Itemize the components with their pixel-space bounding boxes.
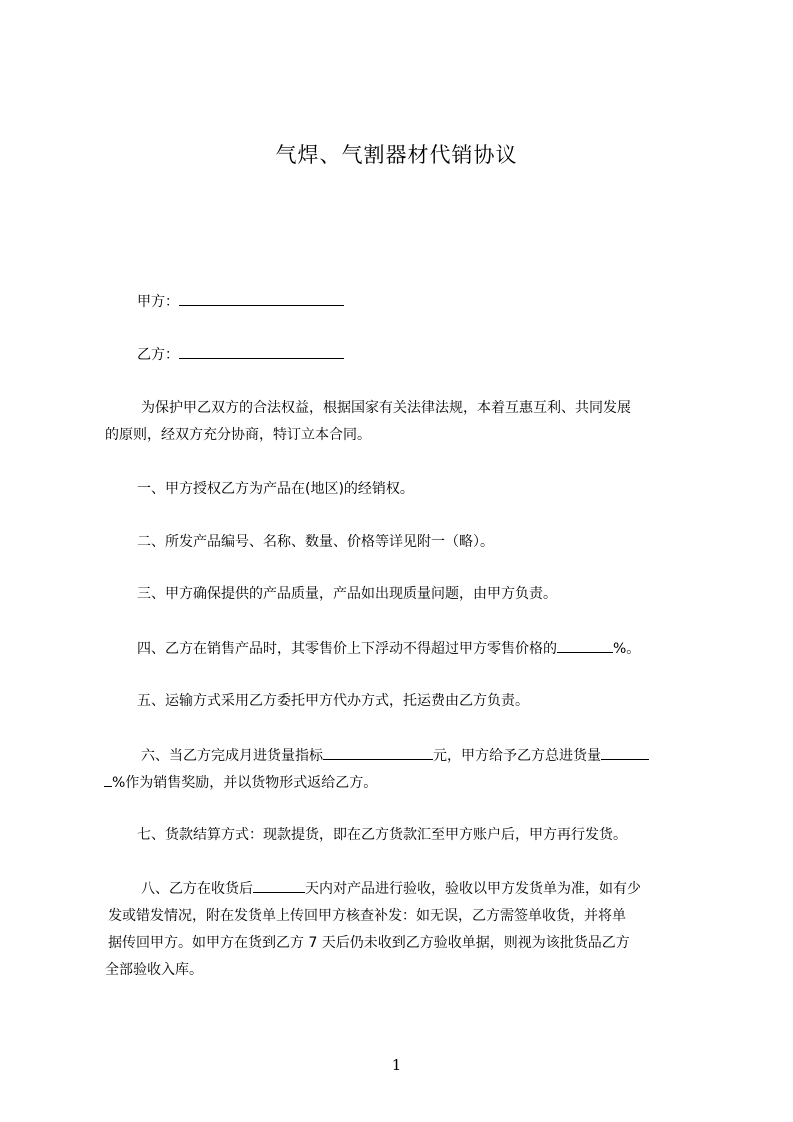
- clause-6-ratio-blank: [601, 745, 649, 760]
- clause-8-line-4: 全部验收入库。: [105, 962, 203, 978]
- party-a-line: [137, 291, 344, 312]
- clause-2: 二、所发产品编号、名称、数量、价格等详见附一（略）。: [137, 534, 494, 550]
- party-a-label: 甲方：: [137, 294, 179, 310]
- clause-6-text-a: 六、当乙方完成月进货量指标: [141, 748, 323, 764]
- clause-6-line-2: [104, 772, 377, 793]
- document-title: 气焊、气割器材代销协议: [275, 143, 518, 167]
- clause-6-text-c: %作为销售奖励，并以货物形式返给乙方。: [112, 775, 378, 791]
- clause-8-days-blank: [253, 878, 305, 893]
- clause-8-line-2: 发或错发情况，附在发货单上传回甲方核查补发：如无误，乙方需签单收货，并将单: [108, 908, 626, 924]
- clause-6-ratio-blank-end: [104, 772, 112, 787]
- clause-6: [141, 745, 649, 766]
- intro-line-2: 的原则，经双方充分协商，特订立本合同。: [105, 427, 371, 443]
- intro-line-1: 为保护甲乙双方的合法权益，根据国家有关法律法规，本着互惠互利、共同发展: [141, 400, 631, 416]
- clause-4-blank: [557, 638, 613, 653]
- clause-5: 五、运输方式采用乙方委托甲方代办方式，托运费由乙方负责。: [137, 693, 529, 709]
- clause-7: 七、货款结算方式：现款提货，即在乙方货款汇至甲方账户后，甲方再行发货。: [137, 827, 627, 843]
- clause-6-text-b: 元，甲方给予乙方总进货量: [433, 748, 601, 764]
- clause-1: 一、甲方授权乙方为产品在(地区)的经销权。: [137, 481, 414, 497]
- clause-4-text: 四、乙方在销售产品时，其零售价上下浮动不得超过甲方零售价格的: [137, 641, 557, 657]
- clause-4: [137, 638, 640, 659]
- page-number: 1: [391, 1056, 402, 1074]
- party-a-blank: [179, 291, 344, 306]
- clause-8: [141, 878, 641, 899]
- party-b-label: 乙方：: [137, 347, 179, 363]
- clause-8-text-b: 天内对产品进行验收，验收以甲方发货单为准，如有少: [305, 881, 641, 897]
- clause-6-amount-blank: [323, 745, 433, 760]
- party-b-line: [137, 344, 344, 365]
- clause-3: 三、甲方确保提供的产品质量，产品如出现质量问题，由甲方负责。: [137, 586, 557, 602]
- clause-4-suffix: %。: [613, 641, 641, 657]
- party-b-blank: [179, 344, 344, 359]
- clause-8-text-a: 八、乙方在收货后: [141, 881, 253, 897]
- clause-8-line-3: 据传回甲方。如甲方在货到乙方 7 天后仍未收到乙方验收单据，则视为该批货品乙方: [108, 935, 630, 951]
